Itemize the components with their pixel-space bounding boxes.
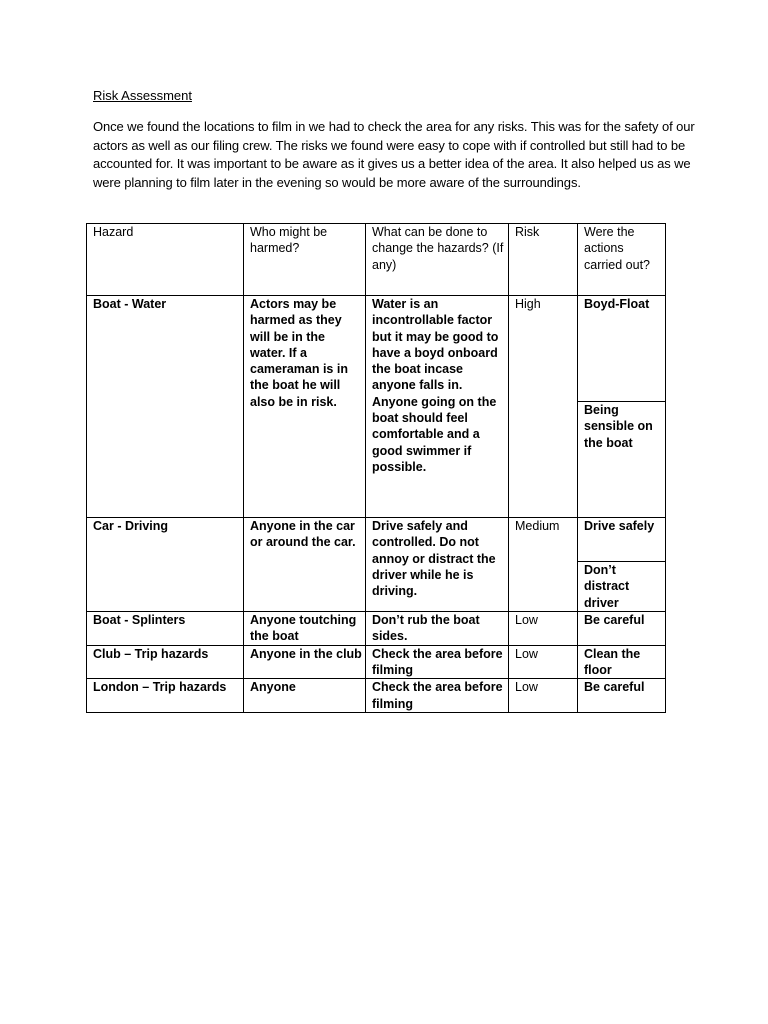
cell-action: Being sensible on the boat (578, 402, 666, 518)
intro-paragraph: Once we found the locations to film in we had to check the area for any risks. This was for the safety of our actors as well as our filing crew. The risks we found were easy to cope with if controlled but still had to be accounted for. It was important to be aware as it gives us a better idea of the area. It also helped us as we were planning to film later in the evening so would be more aware of the surroundings. (93, 119, 695, 190)
cell-what: Water is an incontrollable factor but it may be good to have a boyd onboard the boat incase anyone falls in. Anyone going on the boat should feel comfortable and a good swimmer if possible. (366, 296, 509, 518)
cell-action: Drive safely (578, 518, 666, 562)
cell-what: Don’t rub the boat sides. (366, 611, 509, 645)
table-row (87, 518, 666, 562)
cell-action: Be careful (578, 679, 666, 713)
document-title: Risk Assessment (93, 88, 192, 103)
header-what: What can be done to change the hazards? (If any) (366, 224, 509, 296)
cell-action: Don’t distract driver (578, 562, 666, 612)
cell-hazard: Club – Trip hazards (87, 645, 244, 679)
cell-action: Be careful (578, 611, 666, 645)
table-row (87, 611, 666, 645)
cell-hazard: Boat - Splinters (87, 611, 244, 645)
header-actions: Were the actions carried out? (578, 224, 666, 296)
cell-action: Clean the floor (578, 645, 666, 679)
table-row (87, 296, 666, 402)
table-row (87, 645, 666, 679)
cell-risk: Low (509, 679, 578, 713)
cell-who: Anyone in the club (244, 645, 366, 679)
cell-risk: Low (509, 611, 578, 645)
header-hazard: Hazard (87, 224, 244, 296)
cell-what: Drive safely and controlled. Do not annoy or distract the driver while he is driving. (366, 518, 509, 612)
cell-hazard: Car - Driving (87, 518, 244, 612)
cell-who: Anyone (244, 679, 366, 713)
cell-risk: Low (509, 645, 578, 679)
cell-risk: Medium (509, 518, 578, 612)
cell-what: Check the area before filming (366, 645, 509, 679)
table-row (87, 679, 666, 713)
risk-assessment-table (86, 223, 666, 713)
cell-who: Anyone toutching the boat (244, 611, 366, 645)
cell-action: Boyd-Float (578, 296, 666, 402)
cell-hazard: Boat - Water (87, 296, 244, 518)
cell-what: Check the area before filming (366, 679, 509, 713)
cell-risk: High (509, 296, 578, 518)
cell-who: Anyone in the car or around the car. (244, 518, 366, 612)
header-risk: Risk (509, 224, 578, 296)
cell-who: Actors may be harmed as they will be in the water. If a cameraman is in the boat he will also be in risk. (244, 296, 366, 518)
cell-hazard: London – Trip hazards (87, 679, 244, 713)
table-header-row (87, 224, 666, 296)
header-who: Who might be harmed? (244, 224, 366, 296)
